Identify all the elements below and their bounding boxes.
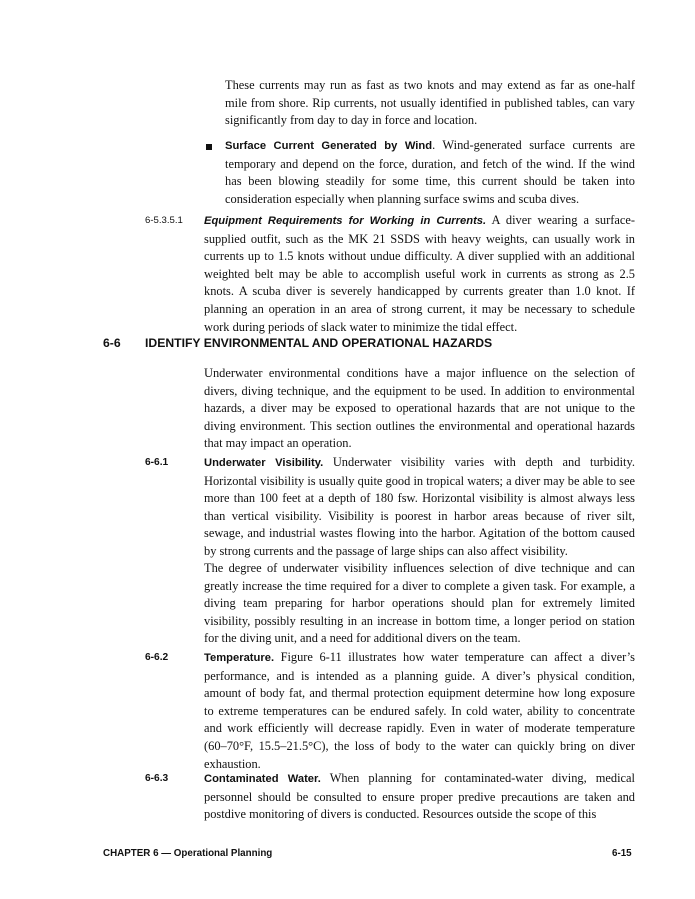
underwater-visibility-paragraph [204,454,635,561]
section-number-6-6: 6-6 [103,336,121,350]
temperature-title: Temperature. [204,652,275,664]
equipment-requirements-paragraph [204,212,635,336]
wind-current-bullet [225,137,635,208]
section-number-6-6-3: 6-6.3 [145,773,169,784]
equipment-requirements-text: A diver wearing a surface-supplied outfit, such as the MK 21 SSDS with heavy weights, can usually work in currents up to 1.5 knots without undue difficulty. A diver supplied with an additional weighted belt may be able to accomplish useful work in currents as strong as 2.5 knots. A scuba diver is severely handicapped by currents greater than 1.0 knot. If planning an operation in an area of strong current, it may be necessary to schedule work during periods of slack water to minimize the tidal effect. [204,213,635,334]
visibility-planning-paragraph: The degree of underwater visibility influences selection of dive technique and can greatly increase the time required for a diver to complete a given task. For example, a diving team preparing for harbor operations should plan for extremely limited visibility, possibly resulting in an increase in bottom time, a longer period on station for the diving unit, and a need for additional divers on the team. [204,561,635,646]
bullet-square-icon [206,144,212,150]
underwater-visibility-title: Underwater Visibility. [204,457,324,469]
section-number-6-6-2: 6-6.2 [145,652,169,663]
wind-current-title: Surface Current Generated by Wind [225,140,433,152]
section-number-6-6-1: 6-6.1 [145,457,169,468]
temperature-text: Figure 6-11 illustrates how water temperature can affect a diver’s performance, and is intended as a planning guide. A diver’s physical condition, amount of body fat, and thermal protection equipment determine how long exposure to extreme temperatures can be endured safely. In cold water, ability to concentrate and work efficiently will decrease rapidly. Even in water of moderate temperature (60–70°F, 15.5–21.5°C), the loss of body to the water can quickly bring on diver exhaustion. [204,650,635,771]
underwater-visibility-text: Underwater visibility varies with depth and turbidity. Horizontal visibility is usually quite good in tropical waters; a diver may be able to see more than 100 feet at a depth of 180 fsw. Horizontal visibility is almost always less than vertical visibility. Visibility is poorest in harbor areas because of river silt, sewage, and industrial wastes flowing into the harbor. Agitation of the bottom caused by strong currents and the passage of large ships can also affect visibility. [204,455,635,558]
footer-page-number: 6-15 [612,848,632,859]
hazards-intro-paragraph: Underwater environmental conditions have a major influence on the selection of divers, diving technique, and the equipment to be used. In addition to environmental hazards, a diver may be exposed to operational hazards that are not unique to the diving environment. This section outlines the environmental and operational hazards that may impact an operation. [204,366,635,451]
temperature-paragraph [204,649,635,773]
section-number-6-5-3-5-1: 6-5.3.5.1 [145,215,183,226]
equipment-requirements-title: Equipment Requirements for Working in Currents. [204,215,487,227]
section-heading-hazards: IDENTIFY ENVIRONMENTAL AND OPERATIONAL HAZARDS [145,336,493,350]
contaminated-water-paragraph [204,770,635,824]
footer-chapter-title: CHAPTER 6 — Operational Planning [103,848,273,859]
contaminated-water-text: When planning for contaminated-water diving, medical personnel should be consulted to ensure proper predive precautions are taken and postdive monitoring of divers is conducted. Resources outside the scope of this [204,771,635,822]
contaminated-water-title: Contaminated Water. [204,773,321,785]
rip-current-paragraph: These currents may run as fast as two knots and may extend as far as one-half mile from shore. Rip currents, not usually identified in published tables, can vary significantly from day to day in force and location. [225,78,635,128]
wind-current-text: . Wind-generated surface currents are temporary and depend on the force, duration, and fetch of the wind. If the wind has been blowing steadily for some time, this current should be taken into consideration especially when planning surface swims and scuba dives. [225,138,635,206]
